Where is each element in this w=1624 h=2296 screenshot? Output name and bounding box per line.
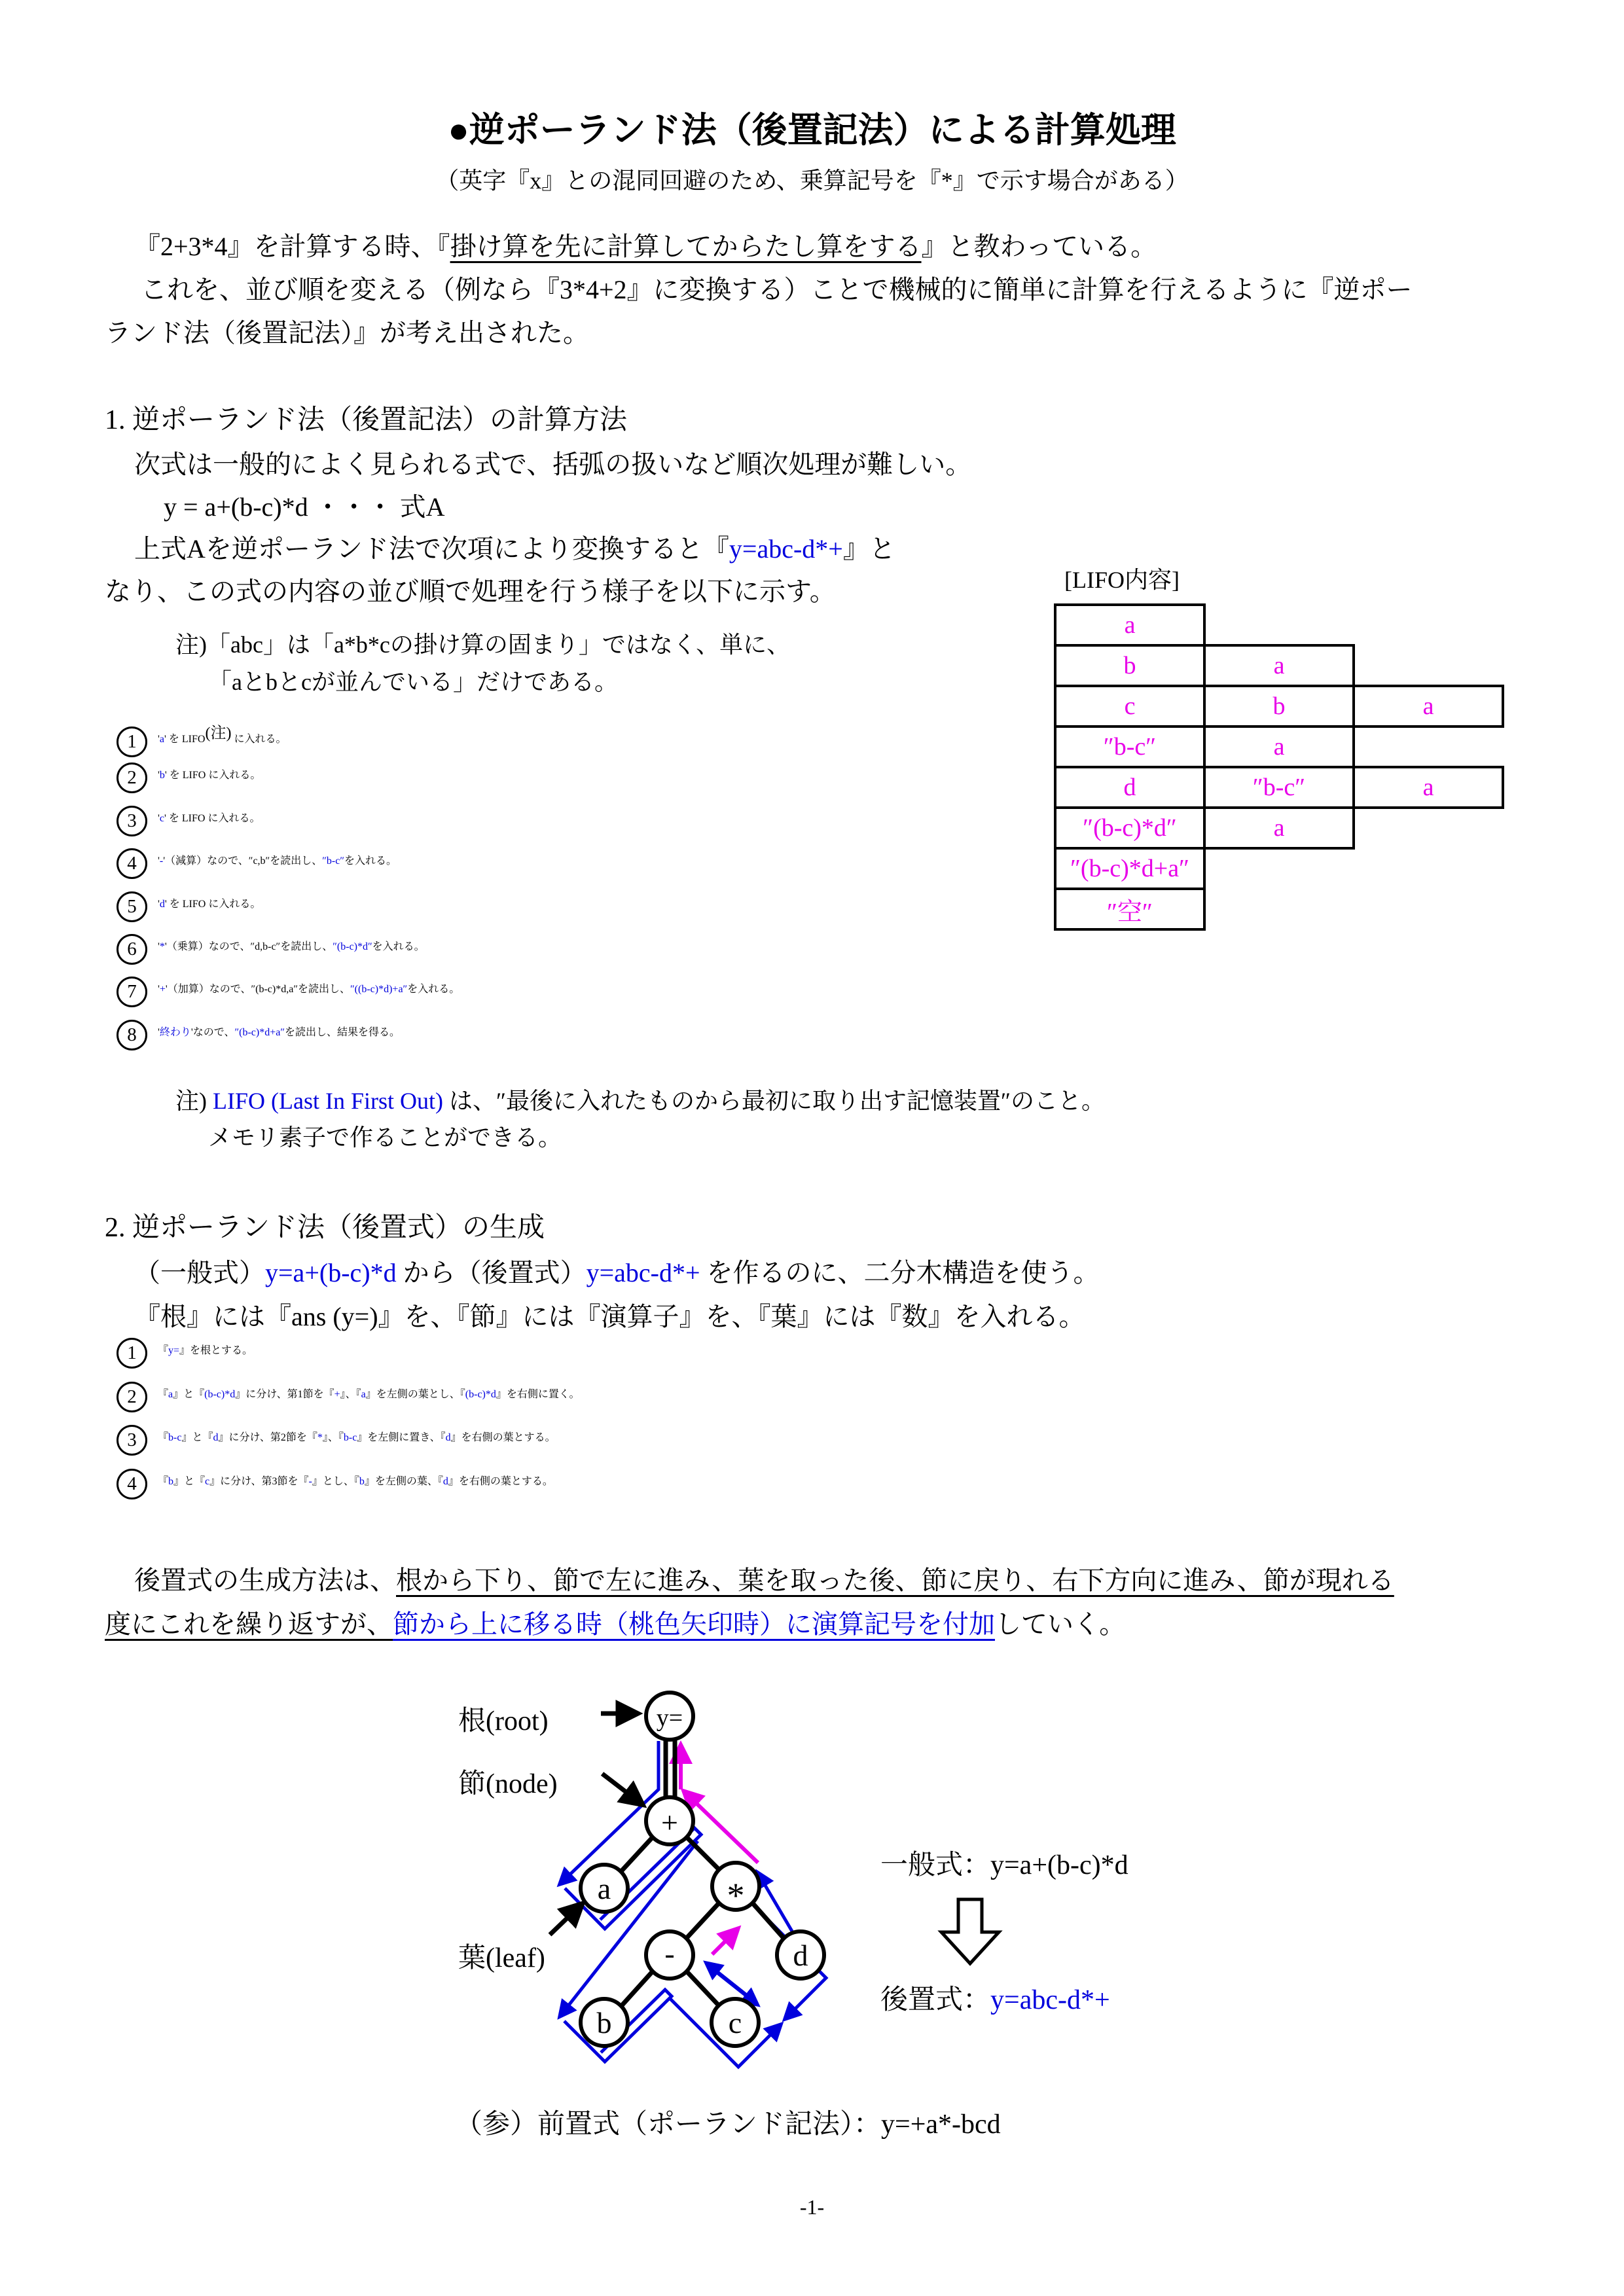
text-segment: d: [159, 898, 165, 910]
step-number-badge: 5: [117, 891, 147, 922]
section1-line-1: 次式は一般的によく見られる式で、括弧の扱いなど順次処理が難しい。: [134, 450, 972, 479]
text-segment: d: [213, 1432, 219, 1444]
lifo-cell: ″(b-c)*d″: [1055, 808, 1204, 848]
text-segment: 』、『: [340, 1388, 361, 1400]
lifo-row: [1055, 767, 1503, 808]
section2-heading: 2. 逆ポーランド法（後置式）の生成: [105, 1213, 545, 1243]
text-segment: から（後置式）: [396, 1258, 586, 1287]
text-segment: ': [158, 855, 160, 867]
leaf-label: 葉(leaf): [458, 1943, 545, 1973]
lifo-row: [1055, 848, 1503, 889]
text-segment: '（加算）なので、″(b-c)*d,a″を読出し、: [165, 984, 351, 996]
text-segment: ″b-c″: [322, 855, 344, 867]
text-segment: （一般式）: [134, 1258, 265, 1287]
tree-node-d-label: d: [793, 1939, 808, 1972]
step-item: [117, 1425, 580, 1469]
section2-line-1: [134, 1257, 1100, 1289]
step-number-badge: 8: [117, 1020, 147, 1050]
tree-node-c-label: c: [728, 2006, 742, 2039]
text-segment: c: [205, 1475, 210, 1487]
text-segment: ': [158, 898, 160, 910]
section1-line-3: なり、この式の内容の並び順で処理を行う様子を以下に示す。: [105, 577, 836, 606]
step-number-badge: 4: [117, 1469, 147, 1499]
text-segment: a: [361, 1388, 366, 1400]
lifo-row: [1055, 645, 1503, 686]
prefix-caption: （参）前置式（ポーランド記法）：y=+a*-bcd: [455, 2109, 1001, 2140]
step-number-badge: 4: [117, 848, 147, 879]
text-segment: y=abc-d*+: [990, 1985, 1110, 2015]
step-item: [117, 762, 460, 805]
text-segment: '（減算）なので、″c,b″を読出し、: [163, 855, 323, 867]
text-segment: b: [168, 1475, 174, 1487]
text-segment: 』に分け、第3節を『: [209, 1475, 309, 1487]
text-segment: 『: [158, 1345, 169, 1356]
intro-line-3: ランド法（後置記法）』が考え出された。: [105, 318, 589, 348]
lifo-row: [1055, 605, 1503, 645]
general-formula-label: 一般式：y=a+(b-c)*d: [880, 1850, 1128, 1880]
step-item: [117, 1382, 580, 1426]
text-segment: -: [308, 1475, 312, 1487]
text-segment: ″(b-c)*d″: [333, 941, 372, 952]
text-segment: 注): [175, 1088, 213, 1114]
text-segment: を読出し、結果を得る。: [285, 1026, 401, 1038]
text-segment: c: [159, 812, 164, 824]
lifo-cell: ″b-c″: [1055, 726, 1204, 767]
step-number-badge: 2: [117, 762, 147, 793]
text-segment: d: [445, 1432, 451, 1444]
tree-node-b-label: b: [596, 2006, 612, 2039]
text-segment: ': [158, 812, 160, 824]
text-segment: (b-c)*d: [465, 1388, 496, 1400]
text-segment: 根から下り、節で左に進み、葉を取った後、節に戻り、右下方向に進み、節が現れる: [396, 1566, 1394, 1595]
text-segment: 』を右側に置く。: [496, 1388, 580, 1400]
section1-step-list: [117, 720, 460, 1062]
page-title: ●逆ポーランド法（後置記法）による計算処理: [448, 111, 1176, 150]
text-segment: 『: [158, 1475, 169, 1487]
lifo-cell: c: [1055, 686, 1204, 726]
text-segment: を入れる。: [344, 855, 397, 867]
text-segment: に入れる。: [231, 734, 287, 745]
text-segment: 度にこれを繰り返すが、: [105, 1609, 393, 1639]
lifo-cell: a: [1204, 645, 1354, 686]
postfix-formula-label: [880, 1983, 1110, 2018]
text-segment: *: [317, 1432, 323, 1444]
step-number-badge: 6: [117, 934, 147, 965]
text-segment: ': [158, 984, 160, 996]
lifo-table: [1054, 603, 1504, 931]
lifo-cell: a: [1204, 726, 1354, 767]
text-segment: *: [159, 941, 165, 952]
text-segment: 』を根とする。: [179, 1345, 253, 1356]
text-segment: -: [159, 855, 164, 867]
section2-line-2: 『根』には『ans (y=)』を、『節』には『演算子』を、『葉』には『数』を入れる。: [134, 1302, 1085, 1331]
text-segment: を入れる。: [407, 984, 460, 996]
step-item: [117, 720, 460, 762]
text-segment: LIFO (Last In First Out): [213, 1088, 443, 1114]
text-segment: 』を左側の葉、『: [364, 1475, 443, 1487]
intro-line-2: これを、並び順を変える（例なら『3*4+2』に変換する）ことで機械的に簡単に計算を行えるように『逆ポー: [141, 275, 1413, 304]
lifo-row: [1055, 889, 1503, 929]
text-segment: y=abc-d*+: [586, 1258, 700, 1287]
step-item: [117, 1020, 460, 1062]
lifo-cell: ″空″: [1055, 889, 1204, 929]
step-item: [117, 977, 460, 1019]
text-segment: 'なので、: [190, 1026, 235, 1038]
step-number-badge: 2: [117, 1382, 147, 1412]
lifo-cell: a: [1354, 686, 1503, 726]
text-segment: を入れる。: [372, 941, 425, 952]
text-segment: 』と『: [173, 1475, 206, 1487]
intro-line-1: [134, 230, 1157, 263]
tree-node-root-label: y=: [656, 1704, 683, 1732]
text-segment: 『: [158, 1388, 169, 1400]
lifo-table-title: [LIFO内容]: [1064, 567, 1180, 593]
text-segment: ″((b-c)*d)+a″: [350, 984, 408, 996]
text-segment: 上式Aを逆ポーランド法で次項により変換すると『: [134, 534, 729, 564]
generation-para-line-1: [134, 1564, 1394, 1597]
tree-node-times-label: *: [727, 1876, 745, 1915]
step-number-badge: 3: [117, 1425, 147, 1456]
lifo-cell: a: [1204, 808, 1354, 848]
text-segment: y=a+(b-c)*d: [265, 1258, 397, 1287]
lifo-row: [1055, 726, 1503, 767]
text-segment: は、″最後に入れたものから最初に取り出す記憶装置″のこと。: [442, 1088, 1105, 1114]
step-item: [117, 1338, 580, 1382]
step-number-badge: 7: [117, 977, 147, 1007]
text-segment: 掛け算を先に計算してからたし算をする: [450, 232, 922, 261]
text-segment: (注): [205, 725, 232, 742]
text-segment: a: [159, 734, 164, 745]
hollow-down-arrow-icon: [941, 1899, 999, 1964]
text-segment: y=abc-d*+: [729, 534, 843, 564]
text-segment: 『2+3*4』を計算する時、『: [134, 232, 450, 261]
text-segment: ': [158, 941, 160, 952]
note-lifo-line-1: [175, 1086, 1105, 1116]
lifo-cell: b: [1204, 686, 1354, 726]
text-segment: 終わり: [159, 1026, 191, 1038]
text-segment: +: [334, 1388, 340, 1400]
text-segment: 』を左側の葉とし、『: [365, 1388, 465, 1400]
text-segment: y=: [168, 1345, 180, 1356]
text-segment: d: [442, 1475, 448, 1487]
step-number-badge: 1: [117, 1338, 147, 1369]
step-item: [117, 806, 460, 848]
node-label: 節(node): [458, 1769, 558, 1799]
page-subtitle: （英字『x』との混同回避のため、乗算記号を『*』で示す場合がある）: [435, 168, 1189, 194]
note-abc-line-1: 注)「abc」は「a*b*cの掛け算の固まり」ではなく、単に、: [175, 632, 791, 658]
leaf-arrow-icon: [550, 1905, 581, 1935]
tree-node-a-label: a: [597, 1872, 611, 1905]
text-segment: 』を右側の葉とする。: [448, 1475, 553, 1487]
lifo-cell: ″(b-c)*d+a″: [1055, 848, 1204, 889]
lifo-cell: a: [1055, 605, 1204, 645]
step-item: [117, 934, 460, 977]
text-segment: ': [158, 770, 160, 781]
tree-node-plus-label: +: [661, 1806, 678, 1839]
text-segment: ': [158, 1026, 160, 1038]
text-segment: 』と『: [181, 1432, 213, 1444]
step-item: [117, 891, 460, 934]
text-segment: (b-c)*d: [204, 1388, 236, 1400]
text-segment: +: [159, 984, 166, 996]
lifo-row: [1055, 686, 1503, 726]
section1-heading: 1. 逆ポーランド法（後置記法）の計算方法: [105, 405, 628, 435]
lifo-row: [1055, 808, 1503, 848]
text-segment: 『: [158, 1432, 169, 1444]
root-label: 根(root): [458, 1706, 549, 1736]
section2-step-list: [117, 1338, 580, 1512]
text-segment: 節から上に移る時（桃色矢印時）に演算記号を付加: [393, 1609, 995, 1639]
text-segment: ' を LIFO に入れる。: [164, 898, 261, 910]
text-segment: していく。: [995, 1609, 1126, 1639]
tree-node-minus-label: -: [664, 1937, 675, 1970]
lifo-cell: a: [1354, 767, 1503, 808]
text-segment: 後置式：: [880, 1985, 991, 2015]
section1-line-2: [134, 533, 895, 565]
tree-nodes: [581, 1693, 824, 2046]
text-segment: b-c: [343, 1432, 357, 1444]
text-segment: a: [168, 1388, 173, 1400]
text-segment: 』とし、『: [312, 1475, 359, 1487]
page-number: -1-: [799, 2195, 825, 2219]
text-segment: 』を右側の葉とする。: [450, 1432, 556, 1444]
generation-para-line-2: [105, 1608, 1125, 1641]
lifo-cell: ″b-c″: [1204, 767, 1354, 808]
text-segment: b: [359, 1475, 365, 1487]
text-segment: 』と教わっている。: [921, 232, 1157, 261]
text-segment: ' を LIFO に入れる。: [164, 770, 261, 781]
step-number-badge: 1: [117, 726, 147, 757]
text-segment: b-c: [168, 1432, 182, 1444]
text-segment: '（乗算）なので、″d,b-c″を読出し、: [164, 941, 333, 952]
text-segment: 』と『: [173, 1388, 205, 1400]
text-segment: 』に分け、第2節を『: [218, 1432, 317, 1444]
text-segment: ': [158, 734, 160, 745]
tree-edges: [622, 1738, 784, 2005]
step-item: [117, 1469, 580, 1513]
node-arrow-icon: [602, 1774, 641, 1804]
lifo-cell: d: [1055, 767, 1204, 808]
text-segment: ' を LIFO に入れる。: [164, 812, 261, 824]
lifo-cell: b: [1055, 645, 1204, 686]
text-segment: ″(b-c)*d+a″: [234, 1026, 285, 1038]
text-segment: 後置式の生成方法は、: [134, 1566, 396, 1595]
note-lifo-line-2: メモリ素子で作ることができる。: [208, 1124, 562, 1151]
text-segment: 』に分け、第1節を『: [235, 1388, 334, 1400]
step-item: [117, 848, 460, 891]
text-segment: 』、『: [322, 1432, 344, 1444]
text-segment: 』を左側に置き、『: [357, 1432, 446, 1444]
section1-formula: y = a+(b-c)*d ・・・ 式A: [164, 492, 445, 522]
text-segment: b: [159, 770, 165, 781]
step-number-badge: 3: [117, 806, 147, 836]
text-segment: を作るのに、二分木構造を使う。: [700, 1258, 1100, 1287]
text-segment: 』と: [842, 534, 895, 564]
note-abc-line-2: 「aとbとcが並んでいる」だけである。: [208, 669, 618, 695]
text-segment: ' を LIFO: [164, 734, 206, 745]
